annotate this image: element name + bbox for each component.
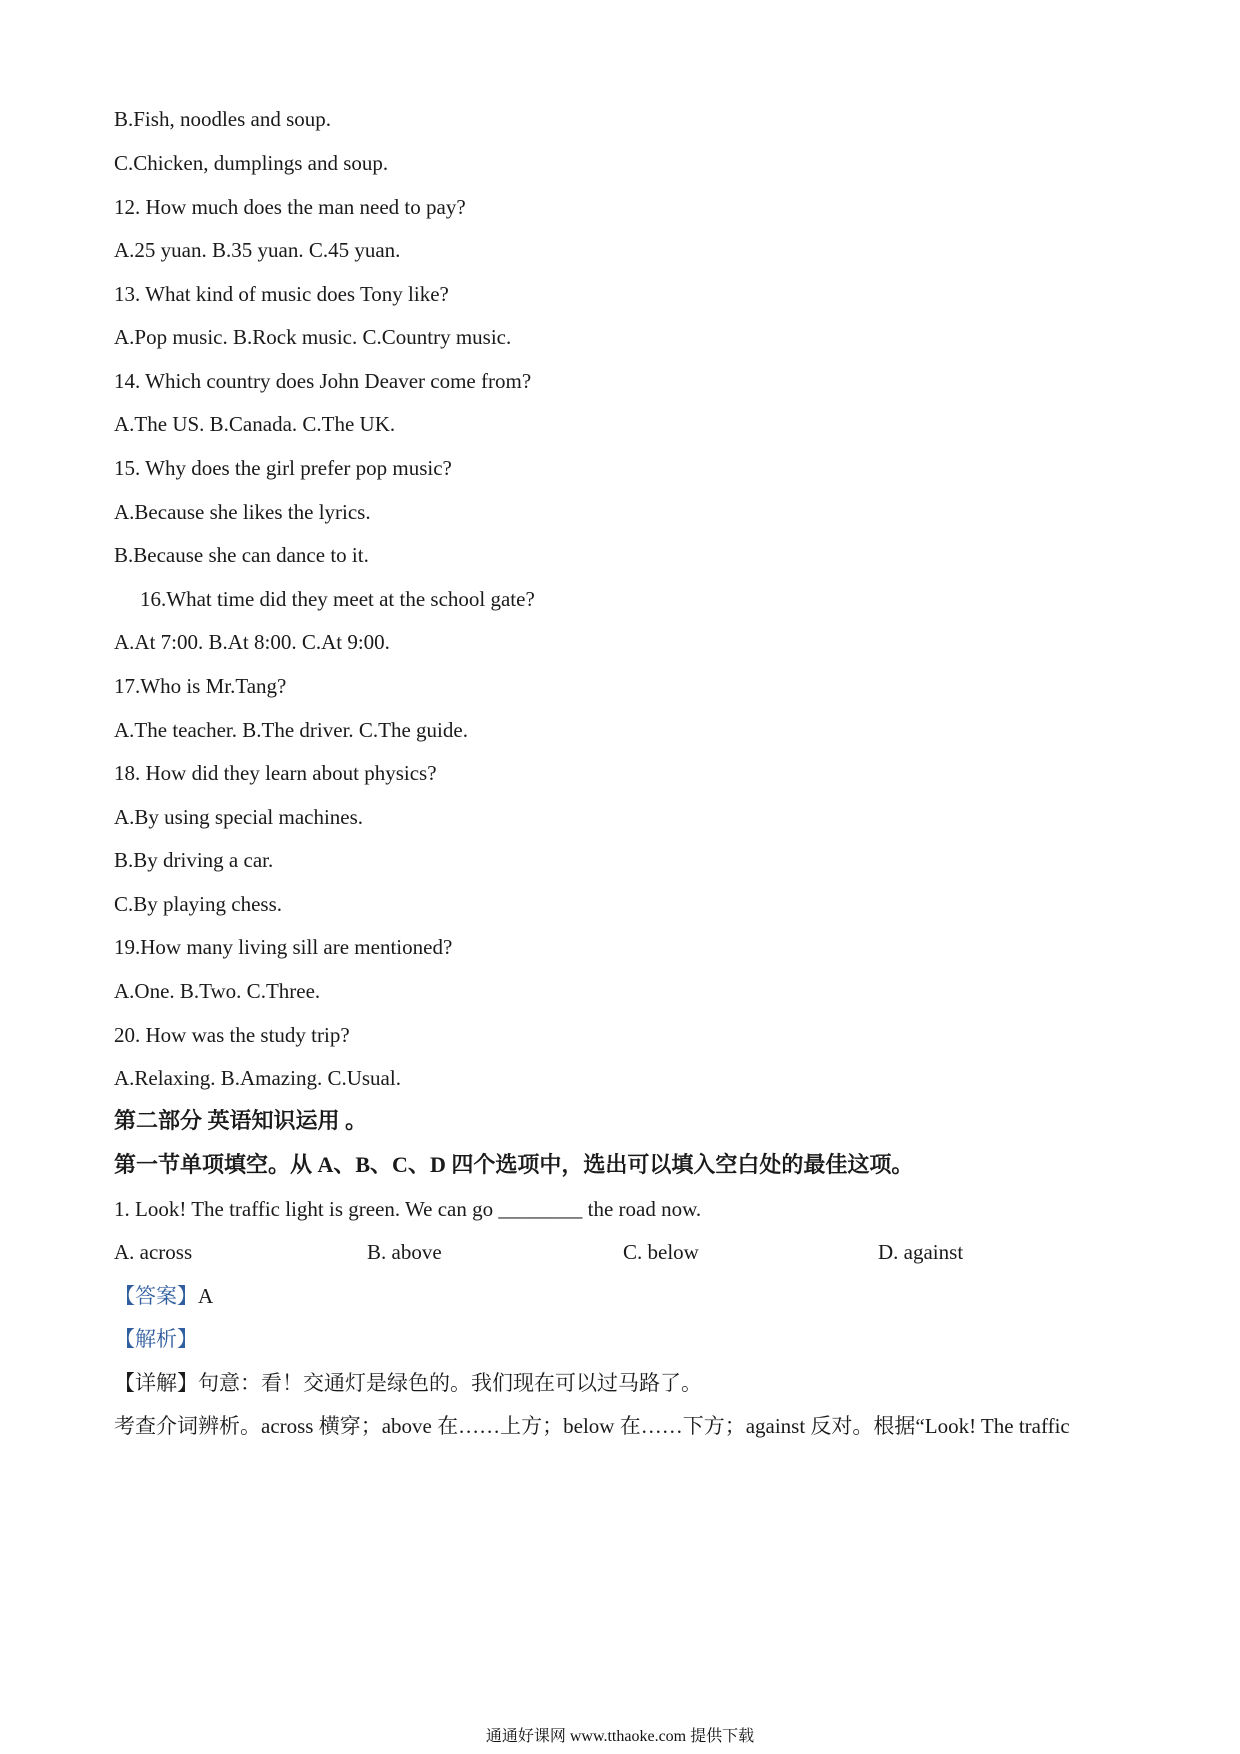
section1-heading: 第一节单项填空。从 A、B、C、D 四个选项中，选出可以填入空白处的最佳这项。: [114, 1152, 914, 1177]
option-line: A.Pop music. B.Rock music. C.Country music.: [114, 325, 512, 349]
detail-line: [114, 1370, 702, 1396]
option-line: C.By playing chess.: [114, 892, 282, 916]
option-line: C.Chicken, dumplings and soup.: [114, 151, 389, 175]
option-line: A.Relaxing. B.Amazing. C.Usual.: [114, 1066, 401, 1090]
part2-heading: 第二部分 英语知识运用 。: [114, 1108, 368, 1133]
question-line: 17.Who is Mr.Tang?: [114, 674, 287, 698]
question-line: 16.What time did they meet at the school gate?: [140, 587, 535, 611]
option-d: D. against: [878, 1240, 964, 1264]
question-line: 18. How did they learn about physics?: [114, 761, 437, 785]
question-line: 15. Why does the girl prefer pop music?: [114, 456, 452, 480]
option-line: A.25 yuan. B.35 yuan. C.45 yuan.: [114, 238, 401, 262]
question-line: 20. How was the study trip?: [114, 1023, 350, 1047]
question-line: 13. What kind of music does Tony like?: [114, 282, 449, 306]
detail-label: 【详解】: [114, 1371, 198, 1395]
footer-source: 通通好课网 www.tthaoke.com 提供下载: [485, 1728, 755, 1745]
question-stem: 1. Look! The traffic light is green. We can go ________ the road now.: [114, 1197, 702, 1221]
option-line: A.Because she likes the lyrics.: [114, 500, 371, 524]
option-line: B.By driving a car.: [114, 848, 274, 872]
option-line: A.One. B.Two. C.Three.: [114, 979, 321, 1003]
answer-line: [114, 1283, 213, 1309]
option-b: B. above: [367, 1240, 442, 1264]
answer-value: A: [198, 1284, 214, 1308]
analysis-label: 【解析】: [114, 1327, 198, 1351]
option-c: C. below: [623, 1240, 699, 1264]
option-line: B.Fish, noodles and soup.: [114, 107, 332, 131]
question-line: 14. Which country does John Deaver come from?: [114, 369, 532, 393]
option-line: A.The US. B.Canada. C.The UK.: [114, 412, 396, 436]
option-line: A.The teacher. B.The driver. C.The guide.: [114, 718, 468, 742]
explanation-line: 考查介词辨析。across 横穿；above 在……上方；below 在……下方；against 反对。根据“Look! The traffic: [114, 1414, 1070, 1438]
option-line: B.Because she can dance to it.: [114, 543, 369, 567]
question-line: 12. How much does the man need to pay?: [114, 195, 466, 219]
option-line: A.At 7:00. B.At 8:00. C.At 9:00.: [114, 630, 390, 654]
option-line: A.By using special machines.: [114, 805, 364, 829]
question-options: [114, 1239, 1114, 1265]
detail-text: 句意：看！交通灯是绿色的。我们现在可以过马路了。: [198, 1371, 702, 1395]
answer-label: 【答案】: [114, 1284, 198, 1308]
question-line: 19.How many living sill are mentioned?: [114, 935, 453, 959]
option-a: A. across: [114, 1240, 193, 1264]
